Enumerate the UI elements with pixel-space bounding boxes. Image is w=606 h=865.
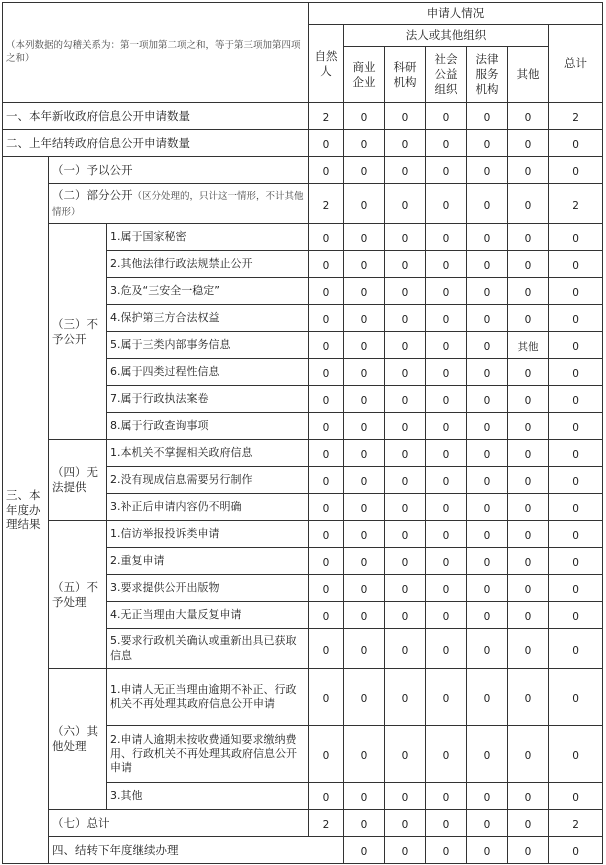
- cell: 0: [467, 440, 508, 467]
- row-label: 5.要求行政机关确认或重新出具已获取信息: [107, 629, 309, 669]
- cell: 0: [508, 575, 549, 602]
- row-label: （一）予以公开: [49, 157, 309, 184]
- cell: 0: [467, 332, 508, 359]
- cell: 0: [508, 130, 549, 157]
- cell: 0: [426, 184, 467, 224]
- cell: 0: [549, 130, 603, 157]
- row-label: 7.属于行政执法案卷: [107, 386, 309, 413]
- cell: 0: [426, 103, 467, 130]
- cell: 0: [549, 783, 603, 810]
- cell: 0: [385, 521, 426, 548]
- row-label: 2.没有现成信息需要另行制作: [107, 467, 309, 494]
- row-label: 3.危及“三安全一稳定”: [107, 278, 309, 305]
- col-natural-person: 自然人: [309, 25, 344, 103]
- partial-label: （二）部分公开: [52, 188, 133, 203]
- row-label: 6.属于四类过程性信息: [107, 359, 309, 386]
- partial-note: （区分处理的，只计这一情形，不计其他情形）: [52, 191, 304, 218]
- cell: 0: [309, 783, 344, 810]
- cell: 0: [426, 575, 467, 602]
- row-label: 二、上年结转政府信息公开申请数量: [3, 130, 309, 157]
- cell: 0: [426, 837, 467, 864]
- cell: 0: [549, 575, 603, 602]
- cell: 0: [344, 783, 385, 810]
- cell: 0: [467, 783, 508, 810]
- cell: 0: [344, 440, 385, 467]
- cell: 0: [344, 278, 385, 305]
- cell: 0: [344, 157, 385, 184]
- cell: 0: [549, 726, 603, 783]
- cell: 0: [309, 726, 344, 783]
- cell: 0: [549, 837, 603, 864]
- cell: 0: [426, 305, 467, 332]
- cell: 0: [385, 413, 426, 440]
- row-label: 3.其他: [107, 783, 309, 810]
- cell: 0: [549, 669, 603, 726]
- cell: 0: [508, 224, 549, 251]
- cell: 0: [385, 103, 426, 130]
- cell: 0: [385, 359, 426, 386]
- cell: 0: [508, 783, 549, 810]
- group-3-label: （三）不予公开: [49, 224, 107, 440]
- row-label: 4.无正当理由大量反复申请: [107, 602, 309, 629]
- row-label: 3.补正后申请内容仍不明确: [107, 494, 309, 521]
- cell: 0: [309, 602, 344, 629]
- cell: 0: [309, 251, 344, 278]
- cell: 0: [309, 575, 344, 602]
- row-label: 1.本机关不掌握相关政府信息: [107, 440, 309, 467]
- row-label: 8.属于行政查询事项: [107, 413, 309, 440]
- cell: 0: [549, 157, 603, 184]
- cell: 0: [344, 103, 385, 130]
- cell: 0: [467, 103, 508, 130]
- cell: 0: [385, 783, 426, 810]
- group-5-label: （五）不予处理: [49, 521, 107, 669]
- cell: 0: [549, 305, 603, 332]
- row-label: 2.重复申请: [107, 548, 309, 575]
- section-3-label: 三、本年度办理结果: [3, 157, 49, 864]
- legal-header: 法人或其他组织: [344, 25, 549, 47]
- cell: 0: [508, 440, 549, 467]
- cell: 0: [508, 278, 549, 305]
- row-label: 1.信访举报投诉类申请: [107, 521, 309, 548]
- cell: 0: [385, 602, 426, 629]
- cell: 0: [344, 575, 385, 602]
- cell: 0: [385, 548, 426, 575]
- cell: 0: [385, 251, 426, 278]
- cell: 0: [385, 810, 426, 837]
- cell: 0: [549, 494, 603, 521]
- cell: 0: [344, 837, 385, 864]
- row-label: 2.申请人逾期未按收费通知要求缴纳费用、行政机关不再处理其政府信息公开申请: [107, 726, 309, 783]
- cell: 0: [467, 629, 508, 669]
- cell: 0: [426, 224, 467, 251]
- cell: 0: [426, 629, 467, 669]
- cell: 0: [426, 440, 467, 467]
- relation-note: （本列数据的勾稽关系为：第一项加第二项之和，等于第三项加第四项之和）: [3, 3, 309, 103]
- cell: 0: [426, 810, 467, 837]
- cell: 0: [426, 413, 467, 440]
- applicant-header: 申请人情况: [309, 3, 603, 25]
- cell: 0: [508, 837, 549, 864]
- cell: 0: [344, 521, 385, 548]
- cell: 0: [549, 440, 603, 467]
- cell: 0: [344, 359, 385, 386]
- cell: 0: [385, 224, 426, 251]
- cell: 0: [467, 726, 508, 783]
- cell: 0: [549, 548, 603, 575]
- cell: 0: [467, 359, 508, 386]
- cell: 0: [344, 669, 385, 726]
- cell: 0: [508, 810, 549, 837]
- cell: 其他: [508, 332, 549, 359]
- col-legal-service: 法律服务机构: [467, 47, 508, 103]
- cell: 0: [508, 157, 549, 184]
- cell: 2: [549, 810, 603, 837]
- cell: 0: [309, 521, 344, 548]
- cell: 0: [344, 386, 385, 413]
- cell: 0: [508, 629, 549, 669]
- cell: 0: [467, 278, 508, 305]
- cell: 0: [426, 783, 467, 810]
- cell: 0: [344, 224, 385, 251]
- cell: 0: [467, 413, 508, 440]
- cell: 0: [549, 602, 603, 629]
- cell: 0: [344, 251, 385, 278]
- col-research: 科研机构: [385, 47, 426, 103]
- cell: 0: [508, 494, 549, 521]
- cell: 0: [467, 602, 508, 629]
- cell: 0: [467, 810, 508, 837]
- cell: 0: [309, 278, 344, 305]
- col-total: 总计: [549, 25, 603, 103]
- cell: 0: [426, 467, 467, 494]
- row-label: 4.保护第三方合法权益: [107, 305, 309, 332]
- cell: 0: [385, 629, 426, 669]
- cell: 0: [508, 386, 549, 413]
- row-label: 四、结转下年度继续办理: [49, 837, 344, 864]
- cell: 0: [344, 467, 385, 494]
- cell: 0: [508, 305, 549, 332]
- cell: 0: [385, 440, 426, 467]
- cell: 0: [549, 359, 603, 386]
- cell: 0: [467, 669, 508, 726]
- row-label: 1.申请人无正当理由逾期不补正、行政机关不再处理其政府信息公开申请: [107, 669, 309, 726]
- cell: 0: [426, 521, 467, 548]
- cell: 0: [467, 837, 508, 864]
- cell: 0: [344, 130, 385, 157]
- cell: 0: [467, 157, 508, 184]
- cell: 0: [549, 413, 603, 440]
- cell: 0: [426, 669, 467, 726]
- cell: 0: [426, 278, 467, 305]
- cell: 0: [549, 386, 603, 413]
- cell: 0: [426, 726, 467, 783]
- cell: 0: [385, 130, 426, 157]
- cell: 0: [549, 467, 603, 494]
- cell: 0: [467, 575, 508, 602]
- cell: 0: [385, 157, 426, 184]
- cell: 0: [549, 278, 603, 305]
- cell: 0: [426, 130, 467, 157]
- group-4-label: （四）无法提供: [49, 440, 107, 521]
- cell: 0: [508, 103, 549, 130]
- cell: 0: [508, 467, 549, 494]
- cell: 0: [309, 386, 344, 413]
- cell: 0: [467, 251, 508, 278]
- cell: 0: [467, 184, 508, 224]
- cell: 0: [309, 305, 344, 332]
- row-label: 1.属于国家秘密: [107, 224, 309, 251]
- cell: 0: [385, 184, 426, 224]
- row-label-partial: [49, 184, 309, 224]
- cell: 0: [426, 251, 467, 278]
- cell: 0: [426, 359, 467, 386]
- cell: 0: [385, 726, 426, 783]
- cell: 0: [508, 521, 549, 548]
- statistics-table: [2, 2, 603, 864]
- cell: 0: [344, 413, 385, 440]
- row-label: 5.属于三类内部事务信息: [107, 332, 309, 359]
- cell: 0: [309, 130, 344, 157]
- cell: 0: [508, 602, 549, 629]
- cell: 0: [467, 305, 508, 332]
- cell: 0: [426, 602, 467, 629]
- cell: 0: [344, 494, 385, 521]
- cell: 0: [549, 332, 603, 359]
- cell: 0: [344, 332, 385, 359]
- cell: 0: [508, 548, 549, 575]
- col-commercial: 商业企业: [344, 47, 385, 103]
- cell: 0: [309, 224, 344, 251]
- cell: 0: [309, 332, 344, 359]
- cell: 0: [426, 157, 467, 184]
- cell: 0: [309, 359, 344, 386]
- row-label-total: （七）总计: [49, 810, 309, 837]
- cell: 0: [508, 251, 549, 278]
- cell: 2: [549, 103, 603, 130]
- cell: 0: [508, 359, 549, 386]
- cell: 0: [385, 278, 426, 305]
- cell: 0: [549, 521, 603, 548]
- cell: 0: [309, 548, 344, 575]
- cell: 0: [385, 669, 426, 726]
- cell: 0: [309, 440, 344, 467]
- cell: 0: [549, 224, 603, 251]
- cell: 2: [309, 810, 344, 837]
- cell: 0: [508, 184, 549, 224]
- cell: 0: [467, 130, 508, 157]
- cell: 0: [385, 305, 426, 332]
- cell: 0: [309, 629, 344, 669]
- cell: 2: [549, 184, 603, 224]
- cell: 0: [467, 521, 508, 548]
- cell: 0: [344, 602, 385, 629]
- cell: 0: [309, 413, 344, 440]
- cell: 0: [344, 629, 385, 669]
- cell: 0: [508, 726, 549, 783]
- cell: 2: [309, 103, 344, 130]
- cell: 0: [426, 494, 467, 521]
- cell: 0: [549, 251, 603, 278]
- cell: 0: [467, 467, 508, 494]
- cell: 0: [385, 386, 426, 413]
- cell: 0: [549, 629, 603, 669]
- cell: 0: [385, 837, 426, 864]
- row-label: 3.要求提供公开出版物: [107, 575, 309, 602]
- cell: 0: [385, 467, 426, 494]
- cell: 0: [309, 669, 344, 726]
- cell: 0: [385, 332, 426, 359]
- cell: 0: [508, 669, 549, 726]
- row-label: 2.其他法律行政法规禁止公开: [107, 251, 309, 278]
- cell: 0: [344, 305, 385, 332]
- cell: 0: [467, 386, 508, 413]
- cell: 0: [467, 224, 508, 251]
- cell: 0: [508, 413, 549, 440]
- cell: 0: [309, 157, 344, 184]
- group-6-label: （六）其他处理: [49, 669, 107, 810]
- cell: 0: [344, 726, 385, 783]
- cell: 0: [309, 494, 344, 521]
- col-public-welfare: 社会公益组织: [426, 47, 467, 103]
- cell: 0: [426, 386, 467, 413]
- cell: 0: [344, 810, 385, 837]
- cell: 0: [309, 467, 344, 494]
- cell: 0: [426, 332, 467, 359]
- cell: 0: [467, 494, 508, 521]
- row-label: 一、本年新收政府信息公开申请数量: [3, 103, 309, 130]
- cell: 2: [309, 184, 344, 224]
- col-other: 其他: [508, 47, 549, 103]
- cell: 0: [467, 548, 508, 575]
- cell: 0: [385, 575, 426, 602]
- cell: 0: [344, 548, 385, 575]
- cell: 0: [426, 548, 467, 575]
- cell: 0: [344, 184, 385, 224]
- cell: 0: [385, 494, 426, 521]
